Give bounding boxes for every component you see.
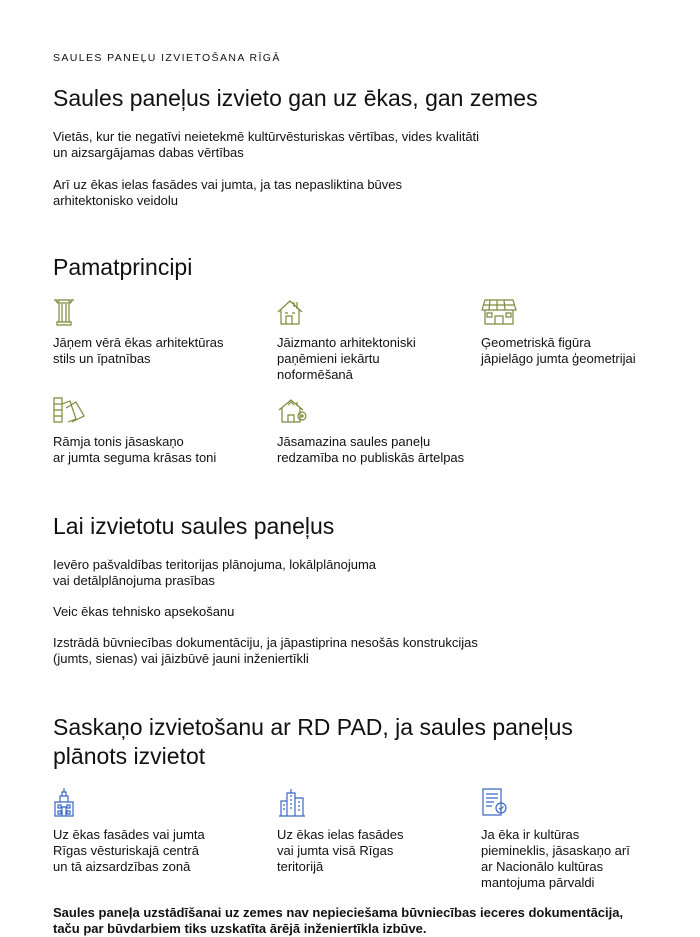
old-town-icon <box>53 787 75 817</box>
intro-paragraph-2: Arī uz ēkas ielas fasādes vai jumta, ja tas nepasliktina būves arhitektonisko veidolu <box>53 177 403 208</box>
column-icon <box>53 298 75 326</box>
principle-text-2: Jāizmanto arhitektoniski paņēmieni iekārtu noformēšanā <box>277 335 416 382</box>
install-heading: Lai izvietotu saules paneļus <box>53 513 335 539</box>
city-buildings-icon <box>277 787 307 817</box>
principle-text-1: Jāņem vērā ēkas arhitektūras stils un īpatnības <box>53 335 224 366</box>
page-title: Saules paneļus izvieto gan uz ēkas, gan zemes <box>53 85 538 111</box>
certificate-icon <box>481 787 509 817</box>
approval-text-1: Uz ēkas fasādes vai jumta Rīgas vēsturiskajā centrā un tā aizsardzības zonā <box>53 827 205 874</box>
intro-paragraph-1: Vietās, kur tie negatīvi neietekmē kultūrvēsturiskas vērtības, vides kvalitāti un aizsargājamas dabas vērtības <box>53 129 480 160</box>
install-step-3: Izstrādā būvniecības dokumentāciju, ja jāpastiprina nesošās konstrukcijas (jumts, sienas) vai jāizbūvē jauni inženiertīkli <box>53 635 478 666</box>
footer-note: Saules paneļa uzstādīšanai uz zemes nav nepieciešama būvniecības ieceres dokumentācija, taču par būvdarbiem tiks uzskatīta ārējā inženiertīkla izbūve. <box>53 905 624 936</box>
principle-text-3: Ģeometriskā figūra jāpielāgo jumta ģeometrijai <box>481 335 636 366</box>
house-icon <box>277 298 303 326</box>
principle-text-4: Rāmja tonis jāsaskaņo ar jumta seguma krāsas toni <box>53 434 217 465</box>
approval-text-2: Uz ēkas ielas fasādes vai jumta visā Rīgas teritorijā <box>277 827 404 874</box>
solar-roof-icon <box>481 298 517 326</box>
approval-heading: Saskaņo izvietošanu ar RD PAD, ja saules paneļus plānots izvietot <box>53 714 573 769</box>
kicker: SAULES PANEĻU IZVIETOŠANA RĪGĀ <box>53 52 281 64</box>
principle-text-5: Jāsamazina saules paneļu redzamība no publiskās ārtelpas <box>277 434 465 465</box>
principles-heading: Pamatprincipi <box>53 254 193 280</box>
color-swatch-icon <box>53 396 85 424</box>
install-step-2: Veic ēkas tehnisko apsekošanu <box>53 604 235 619</box>
house-visibility-icon <box>277 396 309 424</box>
approval-text-3: Ja ēka ir kultūras piemineklis, jāsaskaņo arī ar Nacionālo kultūras mantojuma pārvaldi <box>481 827 630 890</box>
install-step-1: Ievēro pašvaldības teritorijas plānojuma, lokālplānojuma vai detālplānojuma prasības <box>53 557 377 588</box>
